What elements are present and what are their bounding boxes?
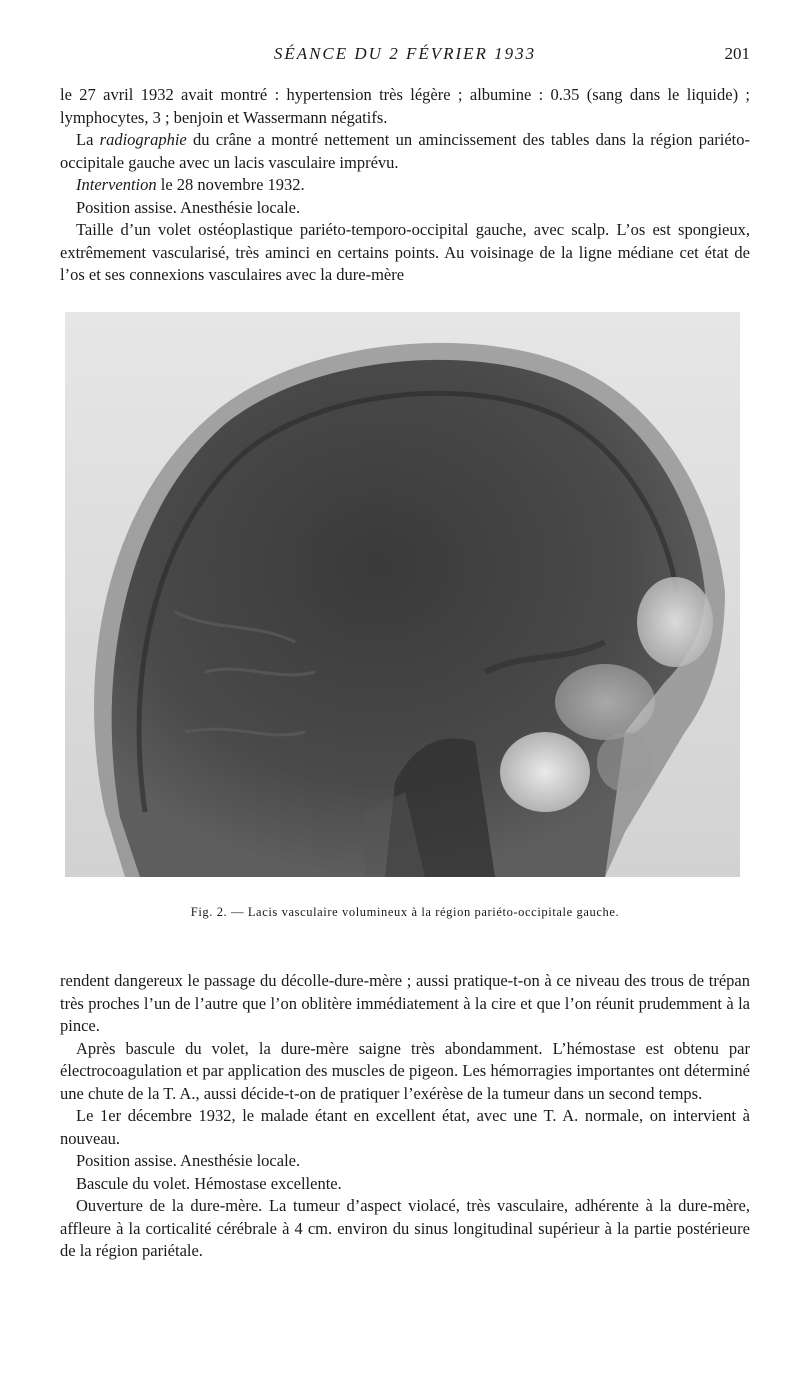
paragraph: Position assise. Anesthésie locale. bbox=[76, 197, 301, 217]
paragraph: Après bascule du volet, la dure-mère saigne très abondamment. L’hémostase est obtenu par électrocoagulation et par application des muscles de pigeon. Les hémorragies importantes ont déterminé une chute de la T. A., aussi décide-t-on de pratiquer l’exérèse de la tumeur dans un second temps. bbox=[60, 1038, 750, 1103]
page-header bbox=[60, 44, 750, 68]
text-run: le 28 novembre 1932. bbox=[156, 175, 305, 194]
text-run: La bbox=[76, 130, 100, 149]
skull-radiograph-image bbox=[65, 312, 740, 877]
text-block-bottom bbox=[60, 970, 750, 1263]
text-run: du crâne a montré nettement un amincissement des tables dans la région pariéto-occipitale gauche avec un lacis vasculaire imprévu. bbox=[60, 130, 750, 172]
text-block-top bbox=[60, 84, 750, 287]
paragraph: Bascule du volet. Hémostase excellente. bbox=[76, 1173, 342, 1193]
page-number: 201 bbox=[724, 44, 750, 63]
emphasis: Intervention bbox=[76, 175, 157, 194]
emphasis: radiographie bbox=[99, 130, 187, 149]
paragraph: Taille d’un volet ostéoplastique pariéto-temporo-occipital gauche, avec scalp. L’os est spongieux, extrêmement vascularisé, très aminci en certains points. Au voisinage de la ligne médiane cet état de l’os et ses connexions vasculaires avec la dure-mère bbox=[60, 220, 750, 284]
paragraph-intervention bbox=[60, 174, 750, 197]
paragraph: Position assise. Anesthésie locale. bbox=[76, 1151, 301, 1170]
paragraph-radiographie bbox=[60, 129, 750, 174]
paragraph: rendent dangereux le passage du décolle-dure-mère ; aussi pratique-t-on à ce niveau des trous de trépan très proches l’un de l’autre que l’on oblitère immédiatement à la cire et que l’on réunit prudemment à la pince. bbox=[60, 971, 750, 1035]
figure-radiograph bbox=[65, 312, 740, 877]
running-head: SÉANCE DU 2 FÉVRIER 1933 bbox=[273, 44, 537, 63]
paragraph: Ouverture de la dure-mère. La tumeur d’aspect violacé, très vasculaire, adhérente à la dure-mère, affleure à la corticalité cérébrale à 4 cm. environ du sinus longitudinal supérieur à la partie postérieure de la région pariétale. bbox=[60, 1196, 750, 1260]
paragraph: le 27 avril 1932 avait montré : hypertension très légère ; albumine : 0.35 (sang dans le liquide) ; lymphocytes, 3 ; benjoin et Wassermann négatifs. bbox=[60, 85, 750, 127]
paragraph: Le 1er décembre 1932, le malade étant en excellent état, avec une T. A. normale, on intervient à nouveau. bbox=[60, 1106, 750, 1148]
figure-caption: Fig. 2. — Lacis vasculaire volumineux à la région pariéto-occipitale gauche. bbox=[190, 905, 620, 919]
